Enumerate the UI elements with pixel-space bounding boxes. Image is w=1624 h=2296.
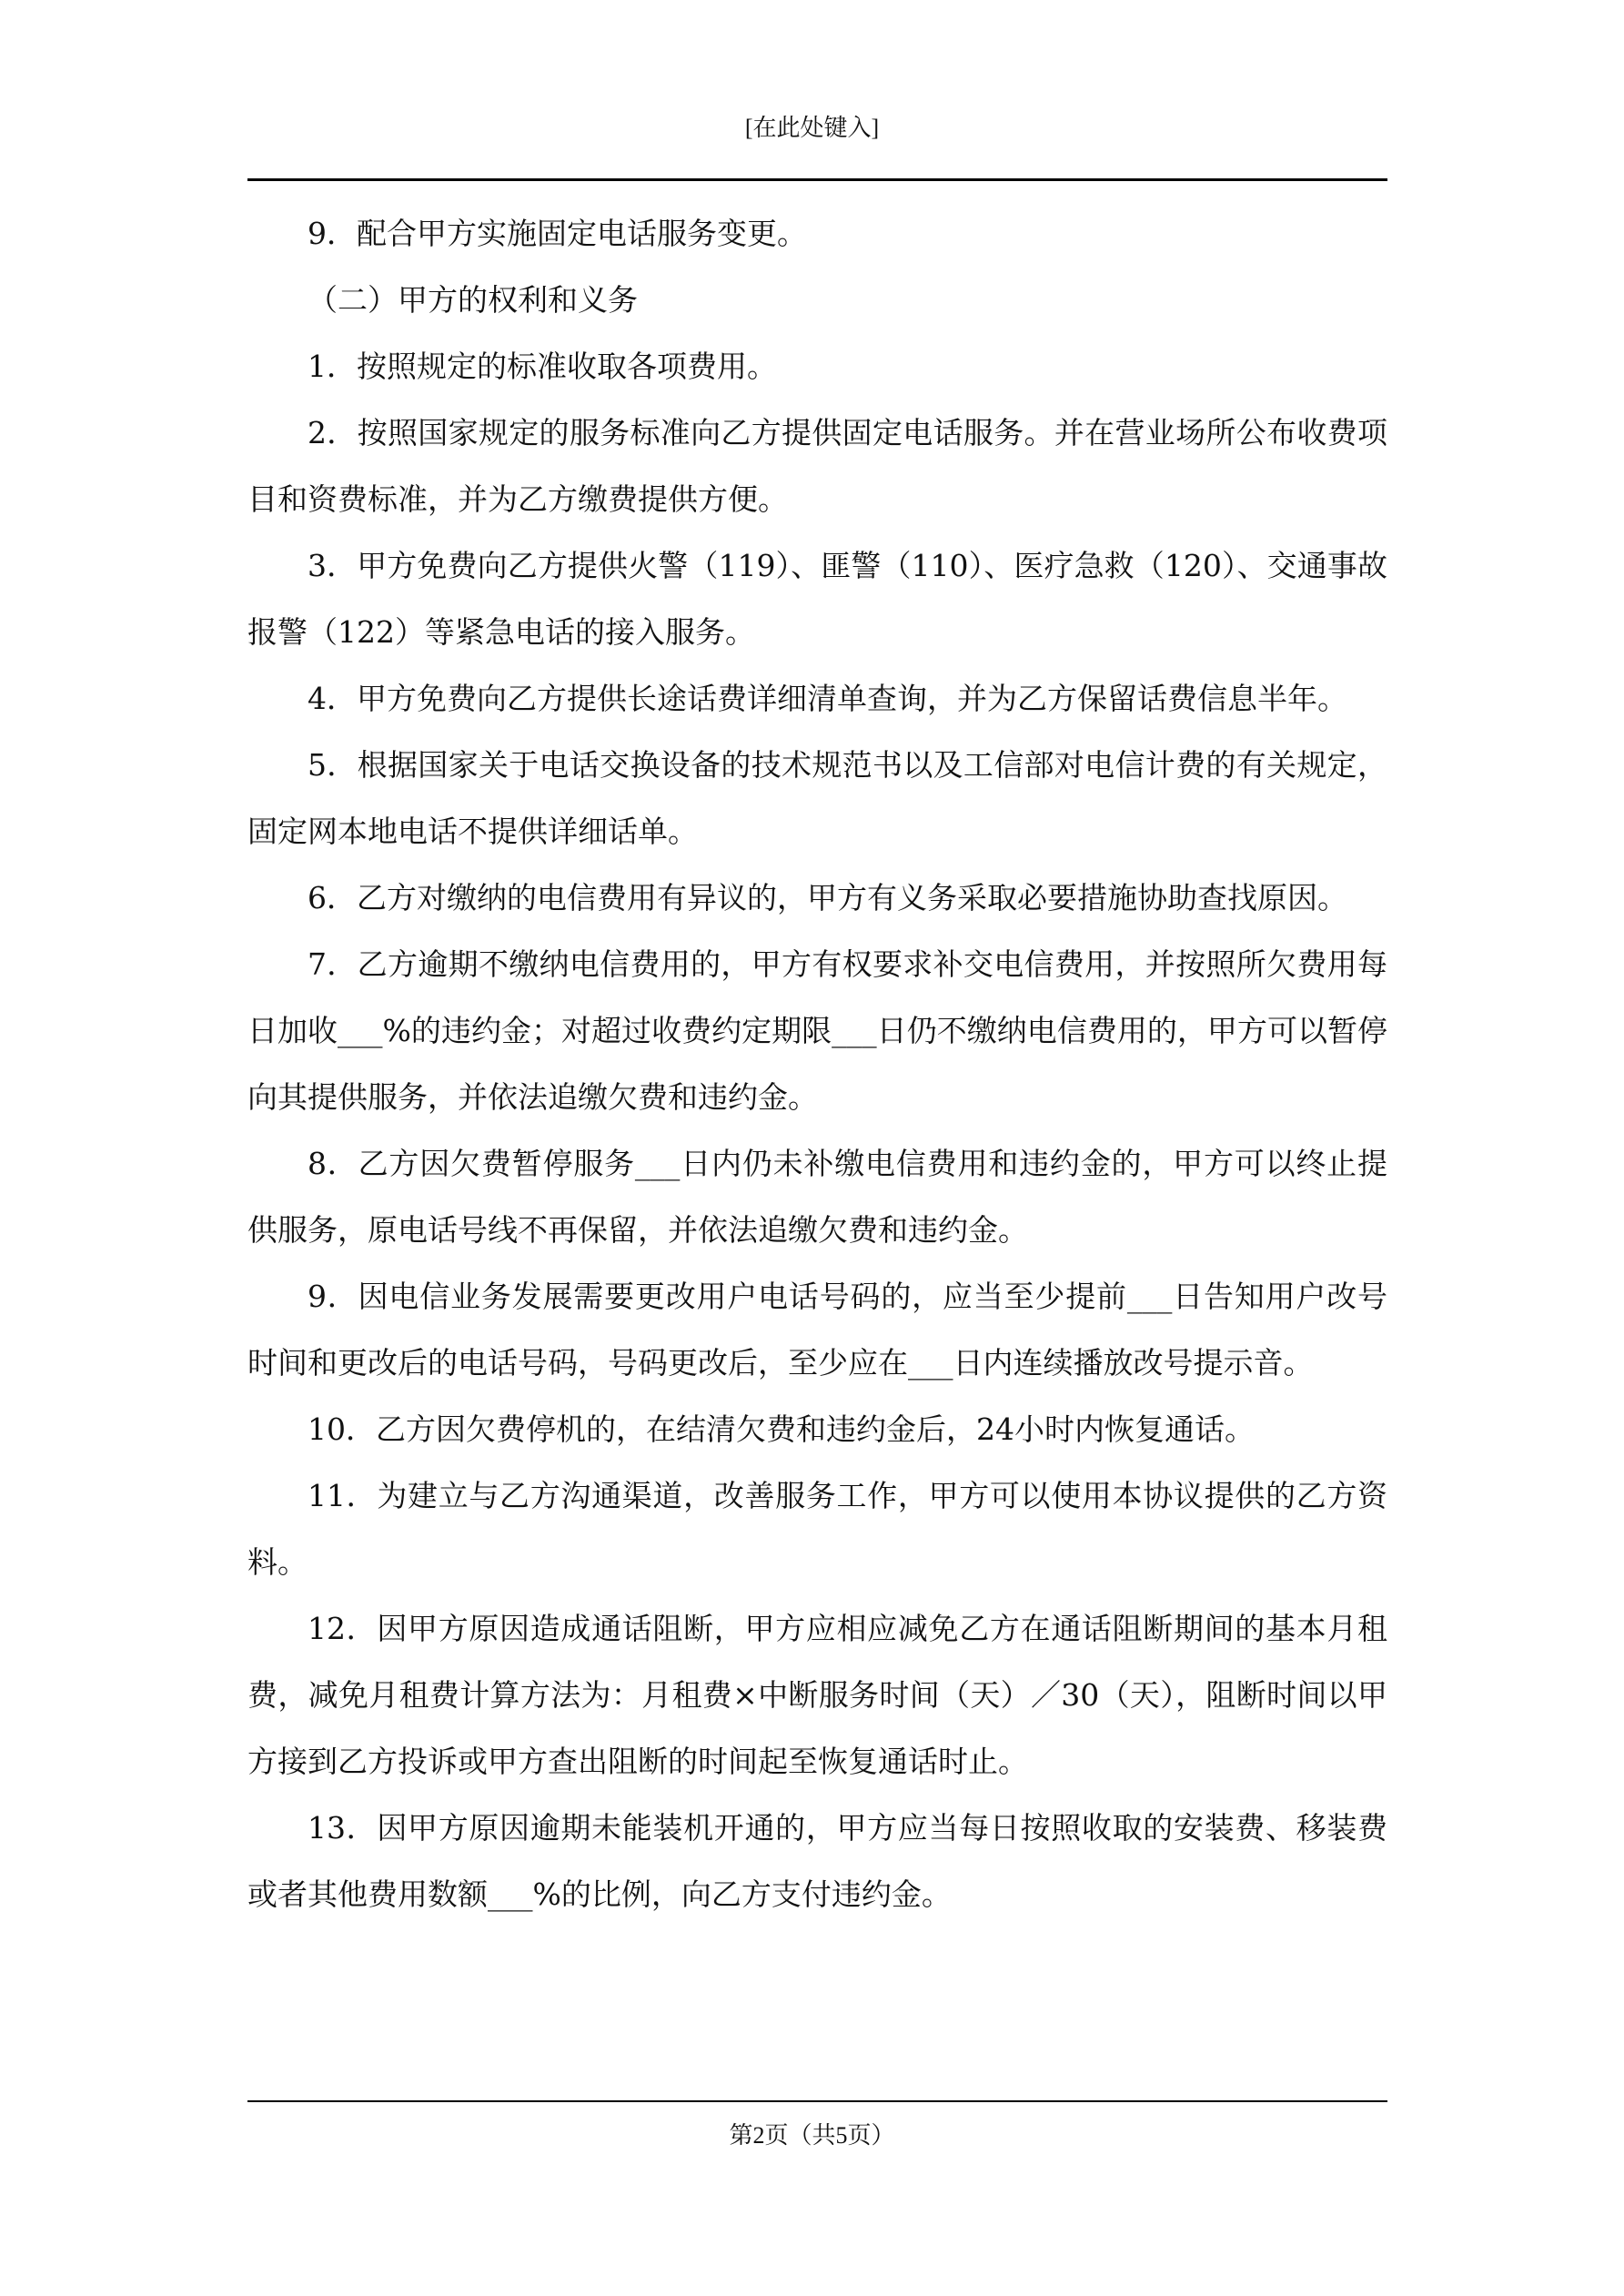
paragraph: 4．甲方免费向乙方提供长途话费详细清单查询，并为乙方保留话费信息半年。 <box>308 681 1347 716</box>
paragraph: 3．甲方免费向乙方提供火警（119）、匪警（110）、医疗急救（120）、交通事故报警（122）等紧急电话的接入服务。 <box>247 548 1387 650</box>
paragraph: 5．根据国家关于电话交换设备的技术规范书以及工信部对电信计费的有关规定，固定网本地电话不提供详细话单。 <box>247 747 1387 849</box>
page-header: [在此处键入] <box>744 115 880 141</box>
paragraph: 6．乙方对缴纳的电信费用有异议的，甲方有义务采取必要措施协助查找原因。 <box>308 880 1347 915</box>
paragraph: 9．配合甲方实施固定电话服务变更。 <box>308 216 807 251</box>
page-footer: 第2页（共5页） <box>729 2122 895 2149</box>
paragraph: 10．乙方因欠费停机的，在结清欠费和违约金后，24小时内恢复通话。 <box>308 1411 1255 1447</box>
paragraph: 11．为建立与乙方沟通渠道，改善服务工作，甲方可以使用本协议提供的乙方资料。 <box>247 1478 1387 1580</box>
footer-rule <box>247 2100 1387 2102</box>
paragraph: 9．因电信业务发展需要更改用户电话号码的，应当至少提前___日告知用户改号时间和更改后的电话号码，号码更改后，至少应在___日内连续播放改号提示音。 <box>247 1279 1387 1381</box>
header-rule <box>247 178 1387 181</box>
paragraph: 8．乙方因欠费暂停服务___日内仍未补缴电信费用和违约金的，甲方可以终止提供服务，原电话号线不再保留，并依法追缴欠费和违约金。 <box>247 1146 1387 1248</box>
paragraph: 13．因甲方原因逾期未能装机开通的，甲方应当每日按照收取的安装费、移装费或者其他费用数额___%的比例，向乙方支付违约金。 <box>247 1810 1387 1912</box>
paragraph: 2．按照国家规定的服务标准向乙方提供固定电话服务。并在营业场所公布收费项目和资费标准，并为乙方缴费提供方便。 <box>247 415 1387 517</box>
paragraph: 7．乙方逾期不缴纳电信费用的，甲方有权要求补交电信费用，并按照所欠费用每日加收___%的违约金；对超过收费约定期限___日仍不缴纳电信费用的，甲方可以暂停向其提供服务，并依法追缴欠费和违约金。 <box>247 946 1387 1115</box>
paragraph: 1．按照规定的标准收取各项费用。 <box>308 349 777 384</box>
section-heading: （二）甲方的权利和义务 <box>308 282 638 318</box>
paragraph: 12．因甲方原因造成通话阻断，甲方应相应减免乙方在通话阻断期间的基本月租费，减免月租费计算方法为：月租费×中断服务时间（天）／30（天），阻断时间以甲方接到乙方投诉或甲方查出阻断的时间起至恢复通话时止。 <box>247 1611 1387 1779</box>
document-body <box>247 200 1387 1927</box>
